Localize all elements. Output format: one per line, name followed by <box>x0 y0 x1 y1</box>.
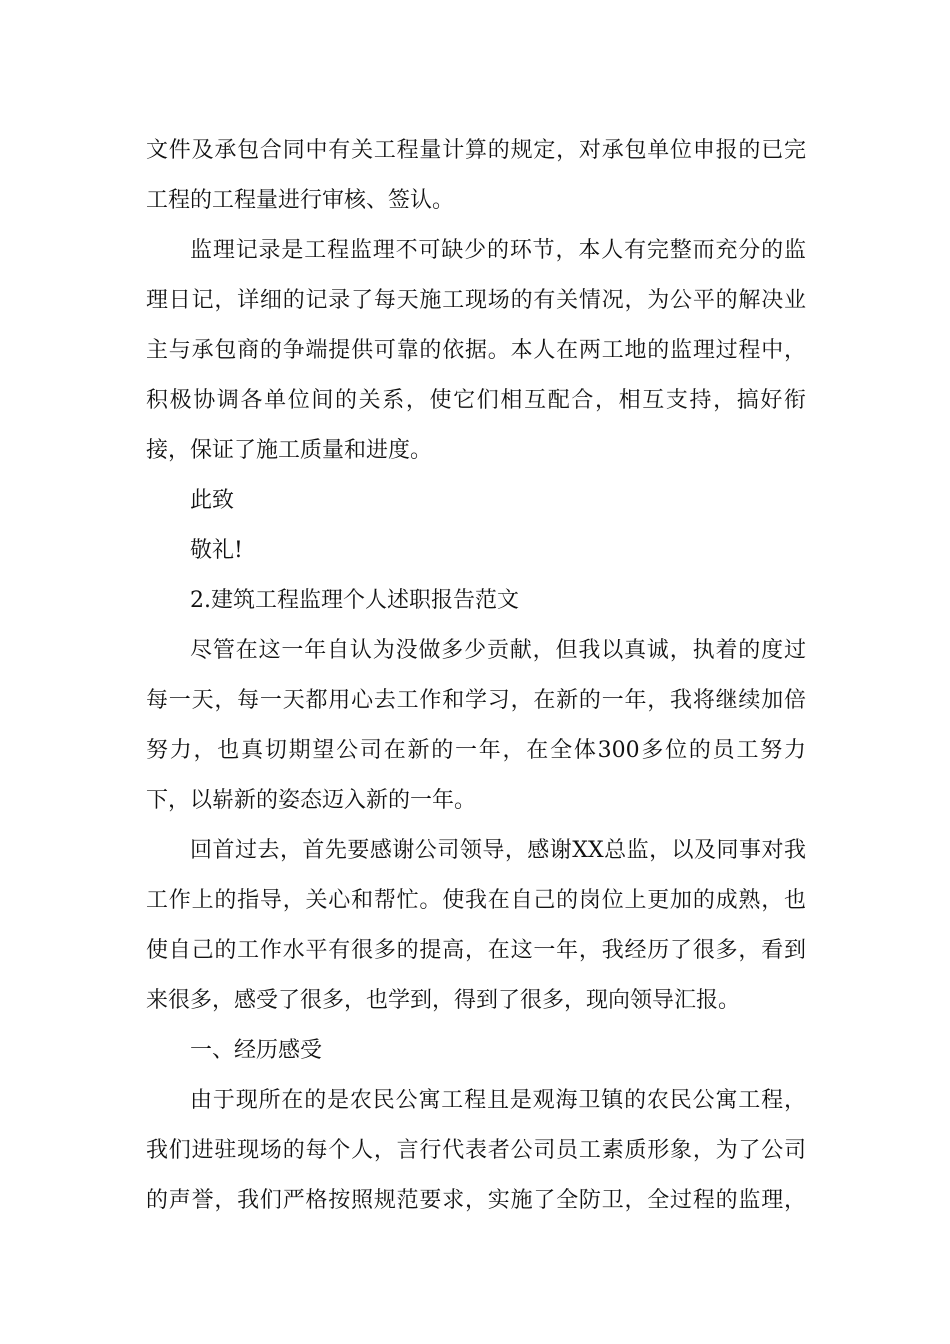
text-line: 每一天，每一天都用心去工作和学习，在新的一年，我将继续加倍 <box>146 688 806 713</box>
paragraph-start-line: 回首过去，首先要感谢公司领导，感谢XX总监，以及同事对我 <box>190 838 806 863</box>
salutation-line: 此致 <box>190 488 235 513</box>
subsection-heading: 一、经历感受 <box>190 1038 323 1063</box>
paragraph-start-line: 由于现所在的是农民公寓工程且是观海卫镇的农民公寓工程， <box>190 1088 806 1113</box>
text-line: 努力，也真切期望公司在新的一年，在全体300多位的员工努力 <box>146 738 806 763</box>
text-line: 我们进驻现场的每个人，言行代表者公司员工素质形象，为了公司 <box>146 1138 806 1163</box>
text-line: 工程的工程量进行审核、签认。 <box>146 188 455 213</box>
paragraph-start-line: 尽管在这一年自认为没做多少贡献，但我以真诚，执着的度过 <box>190 638 806 663</box>
closing-line: 敬礼! <box>190 538 243 563</box>
section-heading: 2.建筑工程监理个人述职报告范文 <box>190 588 519 613</box>
document-body <box>146 126 806 1226</box>
text-line: 下，以崭新的姿态迈入新的一年。 <box>146 788 477 813</box>
text-line: 主与承包商的争端提供可靠的依据。本人在两工地的监理过程中， <box>146 338 806 363</box>
text-line: 工作上的指导，关心和帮忙。使我在自己的岗位上更加的成熟，也 <box>146 888 806 913</box>
text-line: 来很多，感受了很多，也学到，得到了很多，现向领导汇报。 <box>146 988 741 1013</box>
text-line: 文件及承包合同中有关工程量计算的规定，对承包单位申报的已完 <box>146 138 806 163</box>
paragraph-start-line: 监理记录是工程监理不可缺少的环节，本人有完整而充分的监 <box>190 238 806 263</box>
text-line: 接，保证了施工质量和进度。 <box>146 438 433 463</box>
text-line: 积极协调各单位间的关系，使它们相互配合，相互支持，搞好衔 <box>146 388 806 413</box>
text-line: 理日记，详细的记录了每天施工现场的有关情况，为公平的解决业 <box>146 288 806 313</box>
text-line: 使自己的工作水平有很多的提高，在这一年，我经历了很多，看到 <box>146 938 806 963</box>
text-line: 的声誉，我们严格按照规范要求，实施了全防卫，全过程的监理， <box>146 1188 806 1213</box>
